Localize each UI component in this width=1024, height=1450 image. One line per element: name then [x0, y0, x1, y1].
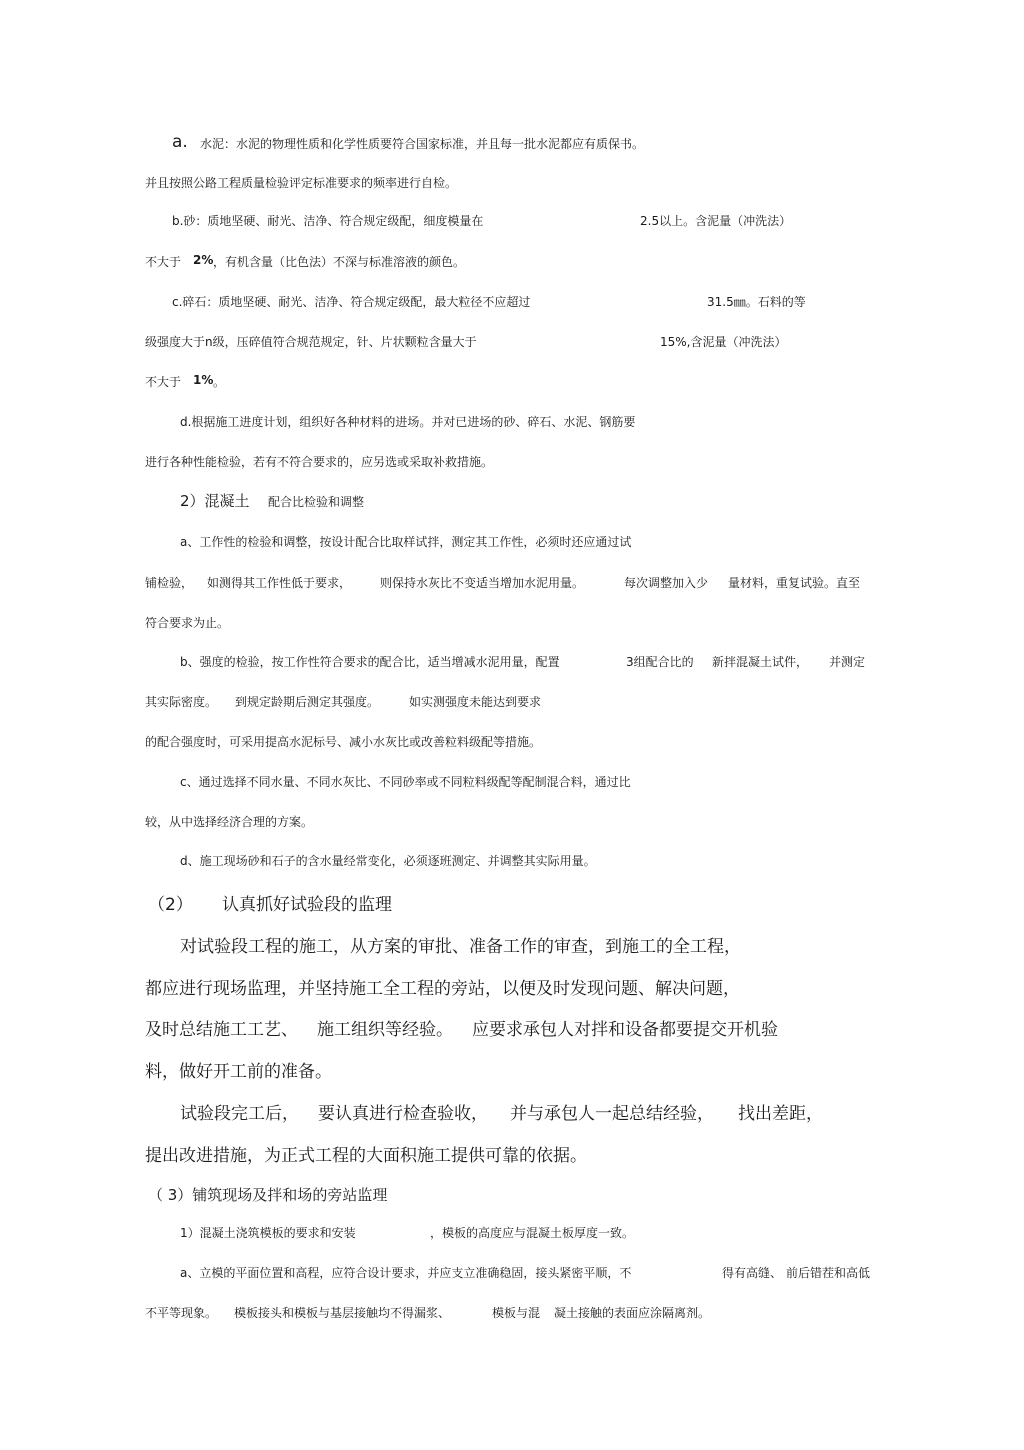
section-heading-mix: 配合比检验和调整: [268, 495, 365, 509]
body-para-1-line-3b: 施工组织等经验。: [317, 1020, 453, 1040]
para-strength-d: 并测定: [829, 655, 866, 669]
para-strength-c: 新拌混凝土试件，: [712, 655, 809, 669]
para-sand-value: 2%: [193, 253, 214, 267]
para-workability-2e: 量材料，重复试验。直至: [728, 576, 861, 590]
body-para-1-line-3a: 及时总结施工工艺、: [145, 1020, 298, 1040]
para-setting-2a: 不平等现象。: [145, 1306, 218, 1320]
para-workability-2a: 铺检验，: [145, 576, 194, 590]
para-gravel-cont2-b: 。: [213, 375, 226, 389]
para-strength-3: 的配合强度时，可采用提高水泥标号、减小水灰比或改善粒料级配等措施。: [145, 735, 542, 749]
para-setting-2b: 模板接头和模板与基层接触均不得漏浆、: [234, 1306, 451, 1320]
para-gravel-flaky: 15%,含泥量（冲洗法）: [660, 335, 787, 349]
para-cement: 水泥：水泥的物理性质和化学性质要符合国家标准，并且每一批水泥都应有质保书。: [200, 137, 645, 151]
para-strength-2b: 到规定龄期后测定其强度。: [235, 695, 380, 709]
para-strength-2c: 如实测强度未能达到要求: [409, 695, 542, 709]
para-gravel: c.碎石：质地坚硬、耐光、洁净、符合规定级配，最大粒径不应超过: [172, 295, 531, 309]
body-para-2-line-1d: 找出差距，: [738, 1104, 823, 1124]
para-workability-2b: 如测得其工作性低于要求，: [207, 576, 352, 590]
para-setting-b: 得有高缝、: [722, 1266, 783, 1280]
para-sand: b.砂：质地坚硬、耐光、洁净、符合规定级配，细度模量在: [172, 214, 484, 228]
para-strength-b: 3组配合比的: [626, 655, 694, 669]
para-strength: b、强度的检验，按工作性符合要求的配合比，适当增减水泥用量，配置: [180, 655, 560, 669]
para-gravel-cont: 级强度大于n级，压碎值符合规范规定，针、片状颗粒含量大于: [145, 335, 477, 349]
section-heading-concrete: 2）混凝土: [180, 492, 250, 510]
para-compare-2: 较，从中选择经济合理的方案。: [145, 815, 314, 829]
para-setting-2d: 凝土接触的表面应涂隔离剂。: [554, 1306, 711, 1320]
para-sand-cont-b: ，有机含量（比色法）不深与标准溶液的颜色。: [213, 255, 466, 269]
para-workability-2c: 则保持水灰比不变适当增加水泥用量。: [380, 576, 585, 590]
para-setting-c: 前后错茬和高低: [786, 1266, 871, 1280]
para-strength-2a: 其实际密度。: [145, 695, 218, 709]
body-para-2-line-1c: 并与承包人一起总结经验，: [510, 1104, 714, 1124]
body-para-2-line-1a: 试验段完工后，: [180, 1104, 299, 1124]
para-workability: a、工作性的检验和调整，按设计配合比取样试拌，测定其工作性，必须时还应通过试: [180, 535, 632, 549]
para-workability-2d: 每次调整加入少: [624, 576, 709, 590]
body-para-2-line-1b: 要认真进行检查验收，: [318, 1104, 488, 1124]
body-para-1-line-4: 料，做好开工前的准备。: [145, 1062, 332, 1082]
para-sand-cont-a: 不大于: [145, 255, 182, 269]
body-para-1-line-3c: 应要求承包人对拌和设备都要提交开机验: [472, 1020, 778, 1040]
para-sand-fineness: 2.5以上。含泥量（冲洗法）: [640, 214, 792, 228]
para-gravel-value: 1%: [193, 373, 214, 387]
section-heading-trial: 认真抓好试验段的监理: [222, 895, 392, 915]
para-materials-cont: 进行各种性能检验，若有不符合要求的，应另选或采取补救措施。: [145, 455, 494, 469]
para-setting: a、立模的平面位置和高程，应符合设计要求，并应支立准确稳固，接头紧密平顺，不: [180, 1266, 632, 1280]
para-materials: d.根据施工进度计划，组织好各种材料的进场。并对已进场的砂、碎石、水泥、钢筋要: [180, 415, 636, 429]
para-workability-3: 符合要求为止。: [145, 616, 230, 630]
body-para-1-line-1: 对试验段工程的施工，从方案的审批、准备工作的审查，到施工的全工程，: [180, 937, 741, 957]
para-formwork: 1）混凝土浇筑模板的要求和安装: [180, 1226, 356, 1240]
para-gravel-size: 31.5㎜。石料的等: [707, 295, 806, 309]
list-label-a: a.: [172, 132, 188, 152]
para-formwork-b: ，模板的高度应与混凝土板厚度一致。: [430, 1226, 635, 1240]
body-para-2-line-2: 提出改进措施，为正式工程的大面积施工提供可靠的依据。: [145, 1146, 587, 1166]
para-setting-2c: 模板与混: [492, 1306, 541, 1320]
para-moisture: d、施工现场砂和石子的含水量经常变化，必须逐班测定、并调整其实际用量。: [180, 854, 596, 868]
section-number-2: （2）: [148, 895, 193, 915]
body-para-1-line-2: 都应进行现场监理，并坚持施工全工程的旁站，以便及时发现问题、解决问题，: [145, 979, 740, 999]
para-cement-cont: 并且按照公路工程质量检验评定标准要求的频率进行自检。: [145, 176, 458, 190]
para-gravel-cont2-a: 不大于: [145, 375, 182, 389]
section-heading-site: （ 3）铺筑现场及拌和场的旁站监理: [148, 1186, 388, 1204]
para-compare: c、通过选择不同水量、不同水灰比、不同砂率或不同粒料级配等配制混合料，通过比: [180, 775, 631, 789]
